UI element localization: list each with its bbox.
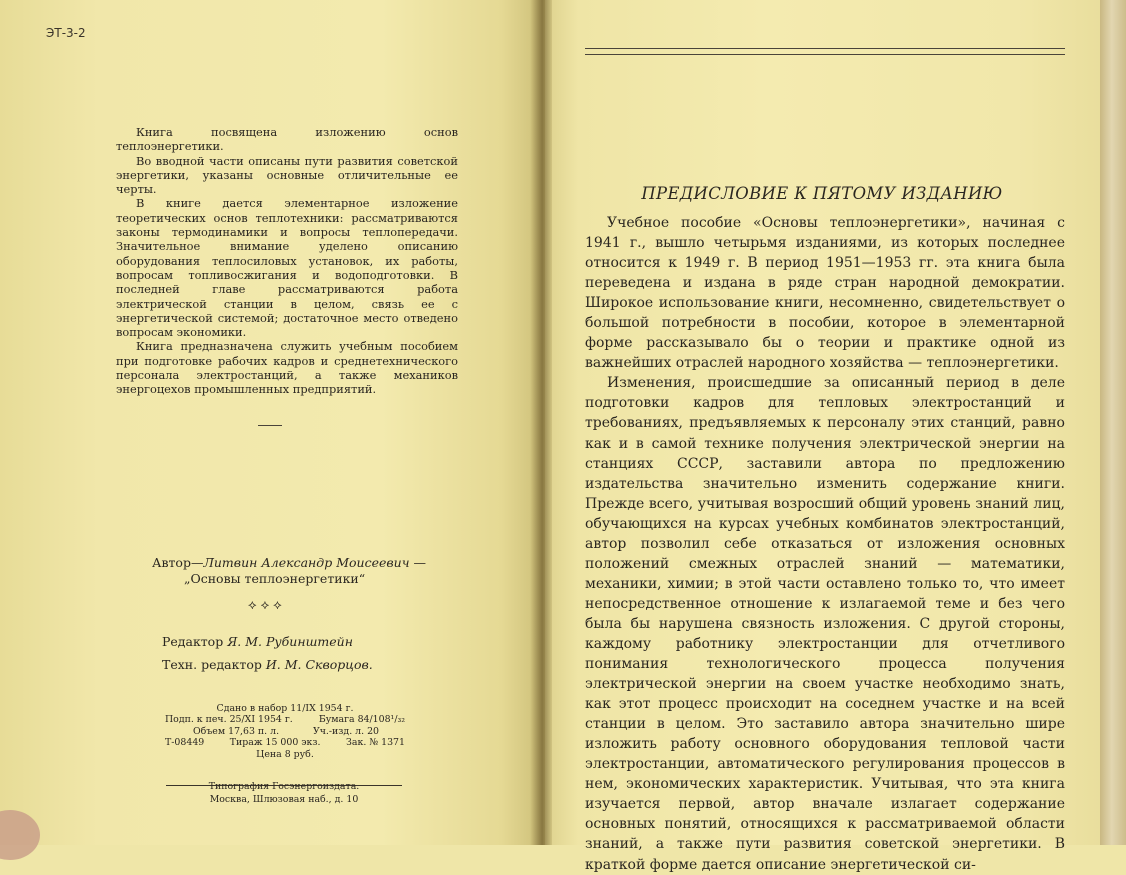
preface-heading: ПРЕДИСЛОВИЕ К ПЯТОМУ ИЗДАНИЮ bbox=[641, 184, 1003, 203]
ornament-icon: ⟡⟡⟡ bbox=[248, 598, 286, 613]
book-title: „Основы теплоэнергетики“ bbox=[184, 571, 366, 586]
header-rule bbox=[585, 48, 1065, 49]
author-name: Литвин Александр Моисеевич bbox=[203, 555, 410, 570]
imprint-line: Тираж 15 000 экз. bbox=[229, 737, 321, 749]
book-summary bbox=[116, 125, 458, 397]
right-page bbox=[545, 0, 1100, 873]
imprint-line: Сдано в набор 11/IX 1954 г. bbox=[216, 703, 354, 714]
imprint-line: Цена 8 руб. bbox=[256, 748, 314, 760]
tech-editor-name: И. М. Скворцов. bbox=[265, 657, 373, 672]
printer-line: Москва, Шлюзовая наб., д. 10 bbox=[209, 794, 359, 805]
divider bbox=[258, 425, 282, 426]
imprint-line: Подп. к печ. 25/XI 1954 г. bbox=[165, 714, 293, 726]
summary-paragraph: Книга предназначена служить учебным пособием при подготовке рабочих кадров и среднетехнического персонала электростанций, а также механиков энергоцехов промышленных предприятий. bbox=[116, 339, 458, 397]
page-edges bbox=[1100, 0, 1126, 845]
printer-block bbox=[166, 780, 402, 806]
tech-editor-label: Техн. редактор bbox=[162, 657, 262, 672]
credits-block bbox=[162, 630, 373, 676]
imprint-line: Уч.-изд. л. 20 bbox=[312, 725, 379, 737]
author-prefix: Автор— bbox=[152, 555, 204, 570]
author-suffix: — bbox=[413, 555, 426, 570]
printer-line: Типография Госэнергоиздата. bbox=[208, 781, 360, 792]
book-gutter bbox=[530, 0, 552, 845]
editor-name: Я. М. Рубинштейн bbox=[227, 634, 353, 649]
left-page bbox=[0, 0, 545, 845]
thumb-shadow bbox=[0, 810, 40, 860]
author-block bbox=[152, 555, 452, 587]
imprint-block bbox=[165, 703, 405, 760]
summary-paragraph: В книге дается элементарное изложение теоретических основ теплотехники: рассматриваются законы термодинамики и вопросы теплопередачи. Значительное внимание уделено описанию оборудования теплосиловых установок, их работы, вопросам топливосжигания и водоподготовки. В последней главе рассматриваются работа электрической станции в целом, связь ее с энергетической системой; достаточное место отведено вопросам экономики. bbox=[116, 196, 458, 340]
imprint-line: Т-08449 bbox=[165, 737, 205, 749]
imprint-line: Бумага 84/108¹/₃₂ bbox=[318, 714, 405, 726]
imprint-line: Объем 17,63 п. л. bbox=[193, 725, 280, 737]
preface-paragraph: Изменения, происшедшие за описанный период в деле подготовки кадров для тепловых электростанций и требованиях, предъявляемых к персоналу этих станций, равно как и в самой технике получения электрической энергии на станциях СССР, заставили автора по предложению издательства значительно изменить содержание книги. Прежде всего, учитывая возросший общий уровень знаний лиц, обучающихся на курсах учебных комбинатов электростанций, автор позволил себе отказаться от изложения основных положений смежных отраслей знаний — математики, механики, химии; в этой части оставлено только то, что имеет непосредственное отношение к излагаемой теме и без чего была бы нарушена связность изложения. С другой стороны, каждому работнику электростанции для отчетливого понимания технологического процесса получения электрической энергии на своем участке необходимо знать, как этот процесс происходит на соседнем участке и на всей станции в целом. Это заставило автора значительно шире изложить работу основного оборудования тепловой части электростанции, автоматического регулирования процессов в нем, экономических характеристик. Учитывая, что эта книга изучается первой, автор вначале излагает содержание основных понятий, относящихся к рассматриваемой области знаний, а также пути развития советской энергетики. В краткой форме дается описание энергетической си- bbox=[585, 375, 1065, 873]
preface-text bbox=[585, 213, 1065, 875]
header-rule bbox=[585, 54, 1065, 55]
book-code: ЭТ-3-2 bbox=[46, 26, 86, 40]
editor-label: Редактор bbox=[162, 634, 224, 649]
summary-paragraph: Во вводной части описаны пути развития советской энергетики, указаны основные отличительные ее черты. bbox=[116, 153, 458, 197]
preface-paragraph: Учебное пособие «Основы теплоэнергетики», начиная с 1941 г., вышло четырьмя изданиями, из которых последнее относится к 1949 г. В период 1951—1953 гг. эта книга была переведена и издана в ряде стран народной демократии. Широкое использование книги, несомненно, свидетельствует о большой потребности в пособии, которое в элементарной форме рассказывало бы о теории и практике одной из важнейших отраслей народного хозяйства — теплоэнергетики. bbox=[585, 215, 1065, 372]
imprint-line: Зак. № 1371 bbox=[346, 737, 405, 749]
summary-paragraph: Книга посвящена изложению основ теплоэнергетики. bbox=[116, 125, 458, 154]
